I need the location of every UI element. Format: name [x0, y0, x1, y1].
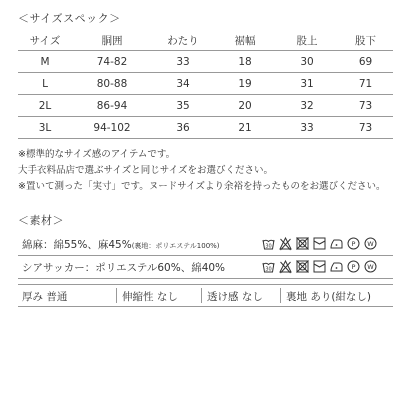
- fabric-features: [18, 284, 393, 307]
- table-cell: M: [18, 51, 72, 73]
- table-row: [18, 73, 393, 95]
- table-cell: 31: [276, 73, 338, 95]
- table-cell: 80-88: [72, 73, 152, 95]
- care-icons: [262, 236, 377, 251]
- tumble-dry-icon: [296, 259, 309, 274]
- col-header-inseam: 股下: [338, 30, 393, 51]
- table-cell: 33: [276, 117, 338, 139]
- feature-stretch: 伸縮性 なし: [122, 291, 178, 303]
- care-icons: [262, 259, 377, 274]
- table-cell: L: [18, 73, 72, 95]
- feature-lining: 裏地 あり(紺なし): [286, 291, 372, 303]
- table-cell: 73: [338, 117, 393, 139]
- note-same-size: 大手衣料品店で選ぶサイズと同じサイズをお選びください。: [18, 165, 273, 176]
- no-bleach-icon: [279, 236, 292, 251]
- dry-clean-icon: [347, 259, 360, 274]
- note-standard-fit: ※標準的なサイズ感のアイテムです。: [18, 149, 176, 160]
- wet-clean-icon: [364, 259, 377, 274]
- table-cell: 94-102: [72, 117, 152, 139]
- svg-text:W: W: [367, 263, 374, 271]
- svg-text:30: 30: [265, 243, 272, 250]
- svg-text:P: P: [351, 263, 356, 271]
- wash-30-icon: [262, 259, 275, 274]
- feature-thickness: 厚み 普通: [22, 291, 68, 303]
- material-composition: ：綿55%、麻45%: [43, 239, 132, 251]
- tumble-dry-icon: [296, 236, 309, 251]
- material-label: 綿麻: [22, 239, 43, 251]
- table-row: [18, 117, 393, 139]
- table-cell: 2L: [18, 95, 72, 117]
- table-cell: 74-82: [72, 51, 152, 73]
- iron-icon: [330, 236, 343, 251]
- table-cell: 33: [152, 51, 214, 73]
- material-label: シアサッカー: [22, 262, 85, 274]
- wet-clean-icon: [364, 236, 377, 251]
- divider: [280, 288, 281, 303]
- divider: [116, 288, 117, 303]
- material-lining-note: (裏地：ポリエステル100%): [131, 242, 220, 250]
- table-cell: 35: [152, 95, 214, 117]
- line-dry-icon: [313, 236, 326, 251]
- table-cell: 32: [276, 95, 338, 117]
- table-cell: 21: [214, 117, 276, 139]
- table-cell: 3L: [18, 117, 72, 139]
- table-cell: 36: [152, 117, 214, 139]
- size-spec-title: ＜サイズスペック＞: [18, 12, 121, 25]
- note-actual-measure: ※置いて測った「実寸」です。ヌードサイズより余裕を持ったものをお選びください。: [18, 181, 386, 192]
- svg-text:P: P: [351, 240, 356, 248]
- col-header-hem: 裾幅: [214, 30, 276, 51]
- table-cell: 19: [214, 73, 276, 95]
- wash-30-icon: [262, 236, 275, 251]
- material-composition: ：ポリエステル60%、綿40%: [84, 262, 226, 274]
- line-dry-icon: [313, 259, 326, 274]
- material-row-cotton-linen: [18, 233, 393, 256]
- svg-text:W: W: [367, 240, 374, 248]
- table-cell: 71: [338, 73, 393, 95]
- material-text: [22, 260, 225, 275]
- iron-icon: [330, 259, 343, 274]
- svg-text:30: 30: [265, 266, 272, 273]
- table-cell: 30: [276, 51, 338, 73]
- table-row: [18, 95, 393, 117]
- col-header-waist: 胴囲: [72, 30, 152, 51]
- material-row-seersucker: [18, 256, 393, 279]
- col-header-rise: 股上: [276, 30, 338, 51]
- size-spec-table: [18, 30, 393, 139]
- feature-sheer: 透け感 なし: [207, 291, 263, 303]
- table-cell: 86-94: [72, 95, 152, 117]
- material-text: [22, 237, 220, 252]
- table-cell: 73: [338, 95, 393, 117]
- divider: [201, 288, 202, 303]
- col-header-size: サイズ: [18, 30, 72, 51]
- table-cell: 69: [338, 51, 393, 73]
- table-cell: 34: [152, 73, 214, 95]
- table-cell: 20: [214, 95, 276, 117]
- table-row: [18, 51, 393, 73]
- col-header-thigh: わたり: [152, 30, 214, 51]
- no-bleach-icon: [279, 259, 292, 274]
- table-header-row: [18, 30, 393, 51]
- table-cell: 18: [214, 51, 276, 73]
- dry-clean-icon: [347, 236, 360, 251]
- materials-title: ＜素材＞: [18, 214, 64, 227]
